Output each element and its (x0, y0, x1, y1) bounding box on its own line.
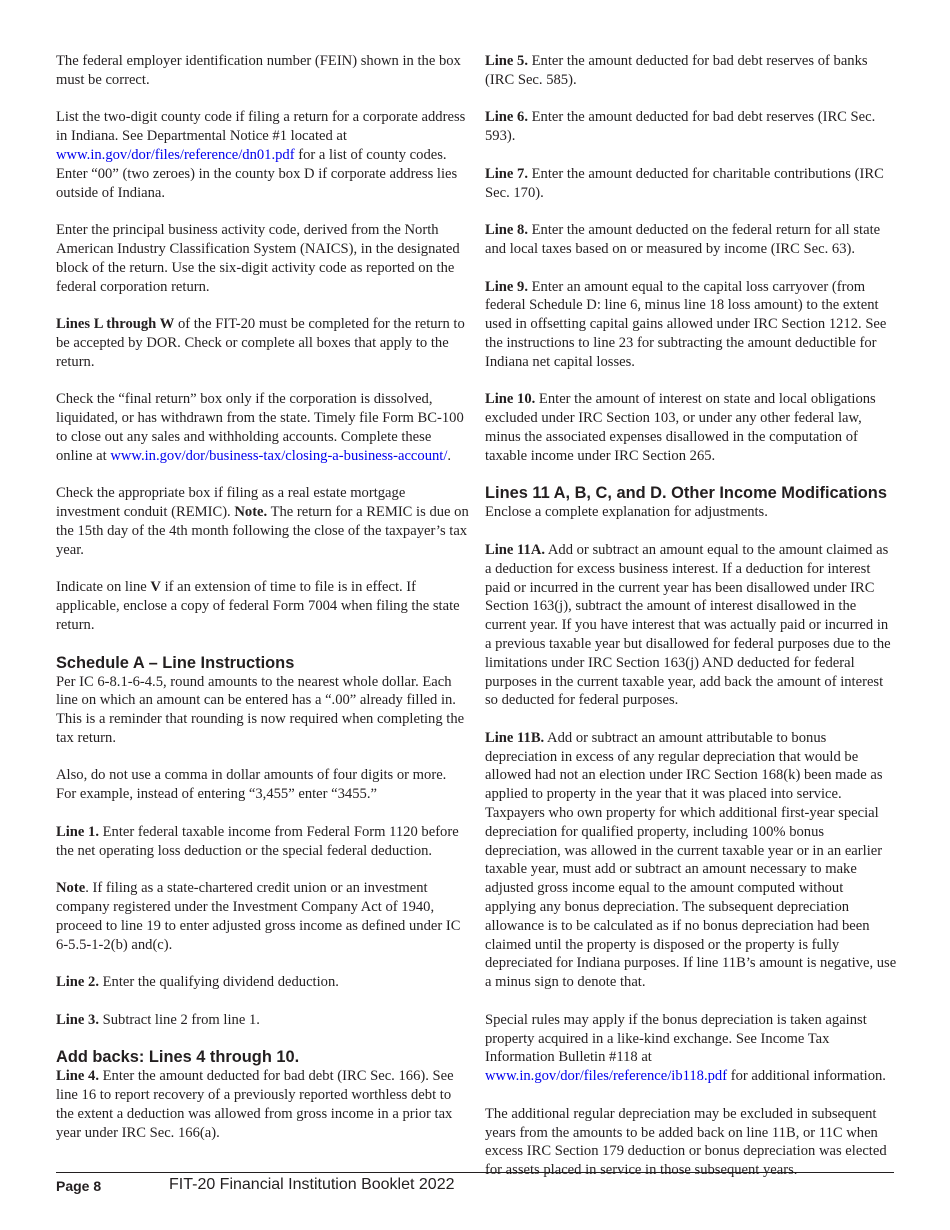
line-4-paragraph: Line 4. Enter the amount deducted for bad debt (IRC Sec. 166). See line 16 to report recovery of a previously reported worthless debt to the extent a deduction was allowed from gross income in a prior tax year under IRC Sec. 166(a). (56, 1068, 454, 1141)
dn01-link[interactable]: www.in.gov/dor/files/reference/dn01.pdf (56, 146, 295, 163)
comma-paragraph: Also, do not use a comma in dollar amounts of four digits or more. For example, instead of entering “3,455” enter “3455.” (56, 767, 447, 803)
rounding-paragraph: Per IC 6-8.1-6-4.5, round amounts to the nearest whole dollar. Each line on which an amount can be entered has a “.00” already filled in. This is a reminder that rounding is now required when completing the tax return. (56, 673, 465, 746)
line-3-paragraph: Line 3. Subtract line 2 from line 1. (56, 1011, 260, 1028)
right-column (485, 52, 897, 1199)
ib118-link[interactable]: www.in.gov/dor/files/reference/ib118.pdf (485, 1068, 728, 1085)
line-1-paragraph: Line 1. Enter federal taxable income from Federal Form 1120 before the net operating loss deduction or the special federal deduction. (56, 823, 459, 859)
closing-business-link[interactable]: www.in.gov/dor/business-tax/closing-a-business-account/ (110, 447, 448, 464)
other-income-heading: Lines 11 A, B, C, and D. Other Income Modifications (485, 484, 887, 503)
line-2-paragraph: Line 2. Enter the qualifying dividend deduction. (56, 974, 339, 991)
note-paragraph: Note. If filing as a state-chartered credit union or an investment company registered under the Investment Company Act of 1940, proceed to line 19 to enter adjusted gross income as defined under IC 6-5.5-1-2(b) and(c). (56, 880, 461, 953)
other-income-intro: Enclose a complete explanation for adjustments. (485, 504, 768, 521)
line-6-paragraph: Line 6. Enter the amount deducted for bad debt reserves (IRC Sec. 593). (485, 109, 876, 145)
page-number: Page 8 (56, 1178, 102, 1194)
line-11a-paragraph: Line 11A. Add or subtract an amount equal to the amount claimed as a deduction for excess business interest. If a deduction for interest paid or incurred in the current year has been disallowed under IRC Section 163(j), subtract the amount of interest disallowed in the current year. If you have interest that was actually paid or incurred in a previous taxable year but disallowed for federal purposes due to the limitations under IRC Section 163(j) AND deducted for federal purposes in the current taxable year, add back the amount of interest so deducted for federal purposes. (485, 541, 891, 709)
schedule-a-heading: Schedule A – Line Instructions (56, 653, 295, 672)
booklet-title: FIT-20 Financial Institution Booklet 2022 (169, 1176, 455, 1193)
line-8-paragraph: Line 8. Enter the amount deducted on the federal return for all state and local taxes based on or measured by income (IRC Sec. 63). (485, 222, 881, 257)
line-11b-paragraph: Line 11B. Add or subtract an amount attributable to bonus depreciation in excess of any regular depreciation that would be allowed had not an election under IRC Section 168(k) been made as applied to property in the year that it was placed into service. Taxpayers who own property for which additional first-year special depreciation for qualified property, including 100% bonus depreciation, was allowed in the current taxable year or in an earlier taxable year, must add or subtract an amount necessary to make adjusted gross income equal to the amount computed without applying any bonus depreciation. The subsequent depreciation allowance is to be calculated as if no bonus depreciation had been claimed until the property is disposed or the property is fully depreciated for Indiana purposes. If line 11B’s amount is negative, use a minus sign to denote that. (485, 729, 897, 991)
additional-depreciation-paragraph: The additional regular depreciation may be excluded in subsequent years from the amounts to be added back on line 11B, or 11C when excess IRC Section 179 deduction or bonus depreciation was elected for assets placed in service in those subsequent years. (485, 1105, 887, 1179)
footer-divider (56, 1172, 894, 1173)
final-return-paragraph: Check the “final return” box only if the corporation is dissolved, liquidated, or has withdrawn from the state. Timely file Form BC-100 to close out any sales and withholding accounts. Complete these online at www.in.gov/dor/business-tax/closing-a-business-account/. (56, 391, 464, 464)
line-7-paragraph: Line 7. Enter the amount deducted for charitable contributions (IRC Sec. 170). (485, 165, 884, 201)
special-rules-paragraph: Special rules may apply if the bonus depreciation is taken against property acquired in a like-kind exchange. See Income Tax Information Bulletin #118 at www.in.gov/dor/files/reference/ib118.pdf for additional information. (485, 1011, 886, 1085)
add-backs-heading: Add backs: Lines 4 through 10. (56, 1048, 300, 1067)
county-code-paragraph: List the two-digit county code if filing a return for a corporate address in Indiana. See Departmental Notice #1 located at www.in.gov/dor/files/reference/dn01.pdf for a list of county codes. Enter “00” (two zeroes) in the county box D if corporate address lies outside of Indiana. (56, 109, 466, 201)
fein-paragraph: The federal employer identification number (FEIN) shown in the box must be correct. (56, 53, 461, 88)
line-9-paragraph: Line 9. Enter an amount equal to the capital loss carryover (from federal Schedule D: line 6, minus line 18 loss amount) to the extent used in offsetting capital gains allowed under IRC Section 1212. See the instructions to line 23 for subtracting the amount deductible for Indiana net capital losses. (485, 278, 887, 370)
lines-l-w-paragraph: Lines L through W of the FIT-20 must be completed for the return to be accepted by DOR. Check or complete all boxes that apply to the return. (56, 316, 465, 370)
remic-paragraph: Check the appropriate box if filing as a real estate mortgage investment conduit (REMIC). Note. The return for a REMIC is due on the 15th day of the 4th month following the close of the taxpayer’s tax year. (56, 485, 469, 558)
left-column (56, 52, 469, 1161)
naics-paragraph: Enter the principal business activity code, derived from the North American Industry Classification System (NAICS), in the designated block of the return. Use the six-digit activity code as reported on the federal corporation return. (56, 222, 460, 295)
line-5-paragraph: Line 5. Enter the amount deducted for bad debt reserves of banks (IRC Sec. 585). (485, 53, 868, 88)
extension-paragraph: Indicate on line V if an extension of time to file is in effect. If applicable, enclose a copy of federal Form 7004 when filing the state return. (56, 579, 460, 633)
line-10-paragraph: Line 10. Enter the amount of interest on state and local obligations excluded under IRC Section 103, or under any other federal law, minus the associated expenses disallowed in the computation of taxable income under IRC Section 265. (485, 391, 876, 464)
